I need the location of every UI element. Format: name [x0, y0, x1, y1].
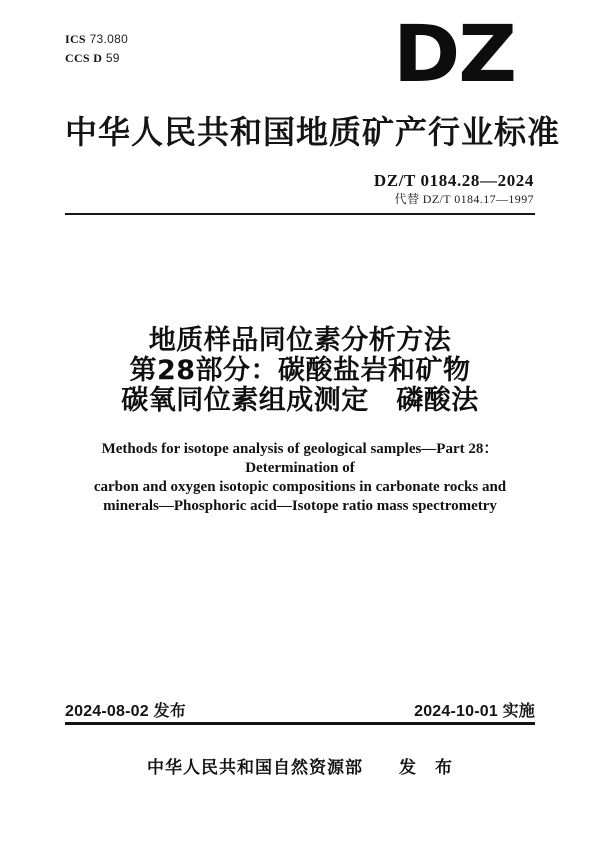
ccs-value: 59	[105, 51, 120, 65]
title-en-line-1: Methods for isotope analysis of geological samples—Part 28：Determination of	[101, 441, 499, 476]
ccs-label: CCS D	[65, 51, 103, 65]
dates-row	[65, 703, 535, 721]
title-en-line-2: carbon and oxygen isotopic compositions in carbonate rocks and	[93, 479, 507, 495]
replaces-note: 代替 DZ/T 0184.17—1997	[394, 192, 534, 206]
title-cn-line-2: 第28部分：碳酸盐岩和矿物	[129, 355, 471, 386]
title-cn-line-3: 碳氧同位素组成测定 磷酸法	[121, 385, 479, 416]
classification-codes	[65, 30, 128, 68]
title-english	[55, 440, 545, 516]
ics-value: 73.080	[89, 32, 129, 46]
standard-type-heading: 中华人民共和国地质矿产行业标准	[65, 114, 561, 150]
header-rule	[65, 213, 535, 215]
ics-code	[65, 30, 128, 49]
standard-number: DZ/T 0184.28—2024	[373, 171, 534, 190]
issue-date: 2024-08-02 发布	[65, 703, 186, 720]
title-chinese	[0, 326, 600, 416]
ccs-code	[65, 49, 128, 68]
standard-number-block	[374, 171, 534, 206]
implementation-date: 2024-10-01 实施	[414, 703, 535, 720]
ics-label: ICS	[65, 32, 86, 46]
dz-logo: DZ	[393, 10, 516, 100]
title-en-line-3: minerals—Phosphoric acid—Isotope ratio mass spectrometry	[103, 498, 497, 514]
title-cn-line-1: 地质样品同位素分析方法	[148, 325, 452, 356]
footer-rule	[65, 722, 535, 725]
publisher-line: 中华人民共和国自然资源部 发 布	[147, 758, 453, 778]
